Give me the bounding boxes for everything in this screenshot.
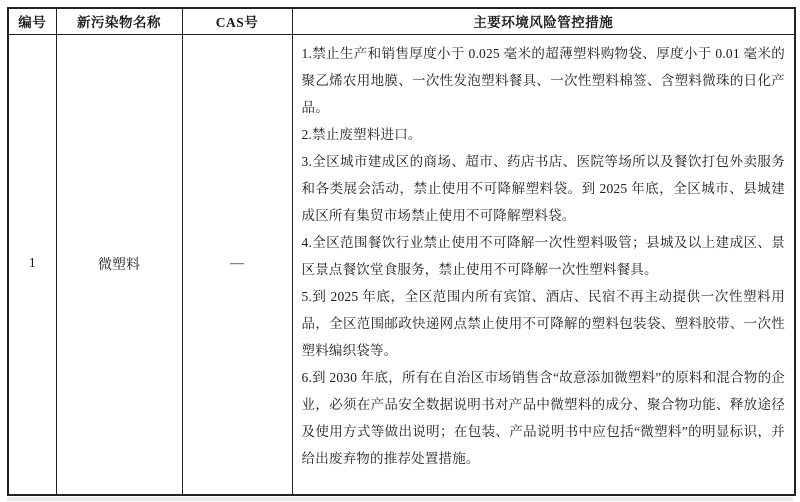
measure-item-2: 2.禁止废塑料进口。 bbox=[301, 126, 422, 142]
measure-item-5: 5.到 2025 年底，全区范围内所有宾馆、酒店、民宿不再主动提供一次性塑料用品，全区范围邮政快递网点禁止使用不可降解的塑料包装袋、塑料胶带、一次性塑料编织袋等。 bbox=[301, 288, 785, 358]
cell-row-number: 1 bbox=[8, 34, 56, 495]
header-cell-id: 编号 bbox=[8, 8, 56, 34]
header-cell-measures: 主要环境风险管控措施 bbox=[292, 8, 795, 34]
header-cell-pollutant-name: 新污染物名称 bbox=[56, 8, 182, 34]
measure-item-1: 1.禁止生产和销售厚度小于 0.025 毫米的超薄塑料购物袋、厚度小于 0.01 毫米的聚乙烯农用地膜、一次性发泡塑料餐具、一次性塑料棉签、含塑料微珠的日化产品。 bbox=[301, 45, 785, 115]
table-row bbox=[8, 34, 795, 495]
measure-item-3: 3.全区城市建成区的商场、超市、药店书店、医院等场所以及餐饮打包外卖服务和各类展会活动，禁止使用不可降解塑料袋。到 2025 年底，全区城市、县城建成区所有集贸市场禁止使用不可降解塑料袋。 bbox=[301, 153, 785, 223]
header-cell-cas: CAS号 bbox=[182, 8, 292, 34]
cell-cas-number: — bbox=[182, 34, 292, 495]
cell-measures bbox=[292, 34, 795, 495]
pollutant-table bbox=[7, 7, 796, 496]
header-row bbox=[8, 8, 795, 34]
cell-pollutant-name: 微塑料 bbox=[56, 34, 182, 495]
page-edge-shadow bbox=[7, 497, 793, 501]
measure-item-6: 6.到 2030 年底，所有在自治区市场销售含“故意添加微塑料”的原料和混合物的企业，必须在产品安全数据说明书对产品中微塑料的成分、聚合物功能、释放途径及使用方式等做出说明；在包装、产品说明书中应包括“微塑料”的明显标识，并给出废弃物的推荐处置措施。 bbox=[301, 369, 785, 466]
measure-item-4: 4.全区范围餐饮行业禁止使用不可降解一次性塑料吸管；县城及以上建成区、景区景点餐饮堂食服务，禁止使用不可降解一次性塑料餐具。 bbox=[301, 234, 785, 277]
